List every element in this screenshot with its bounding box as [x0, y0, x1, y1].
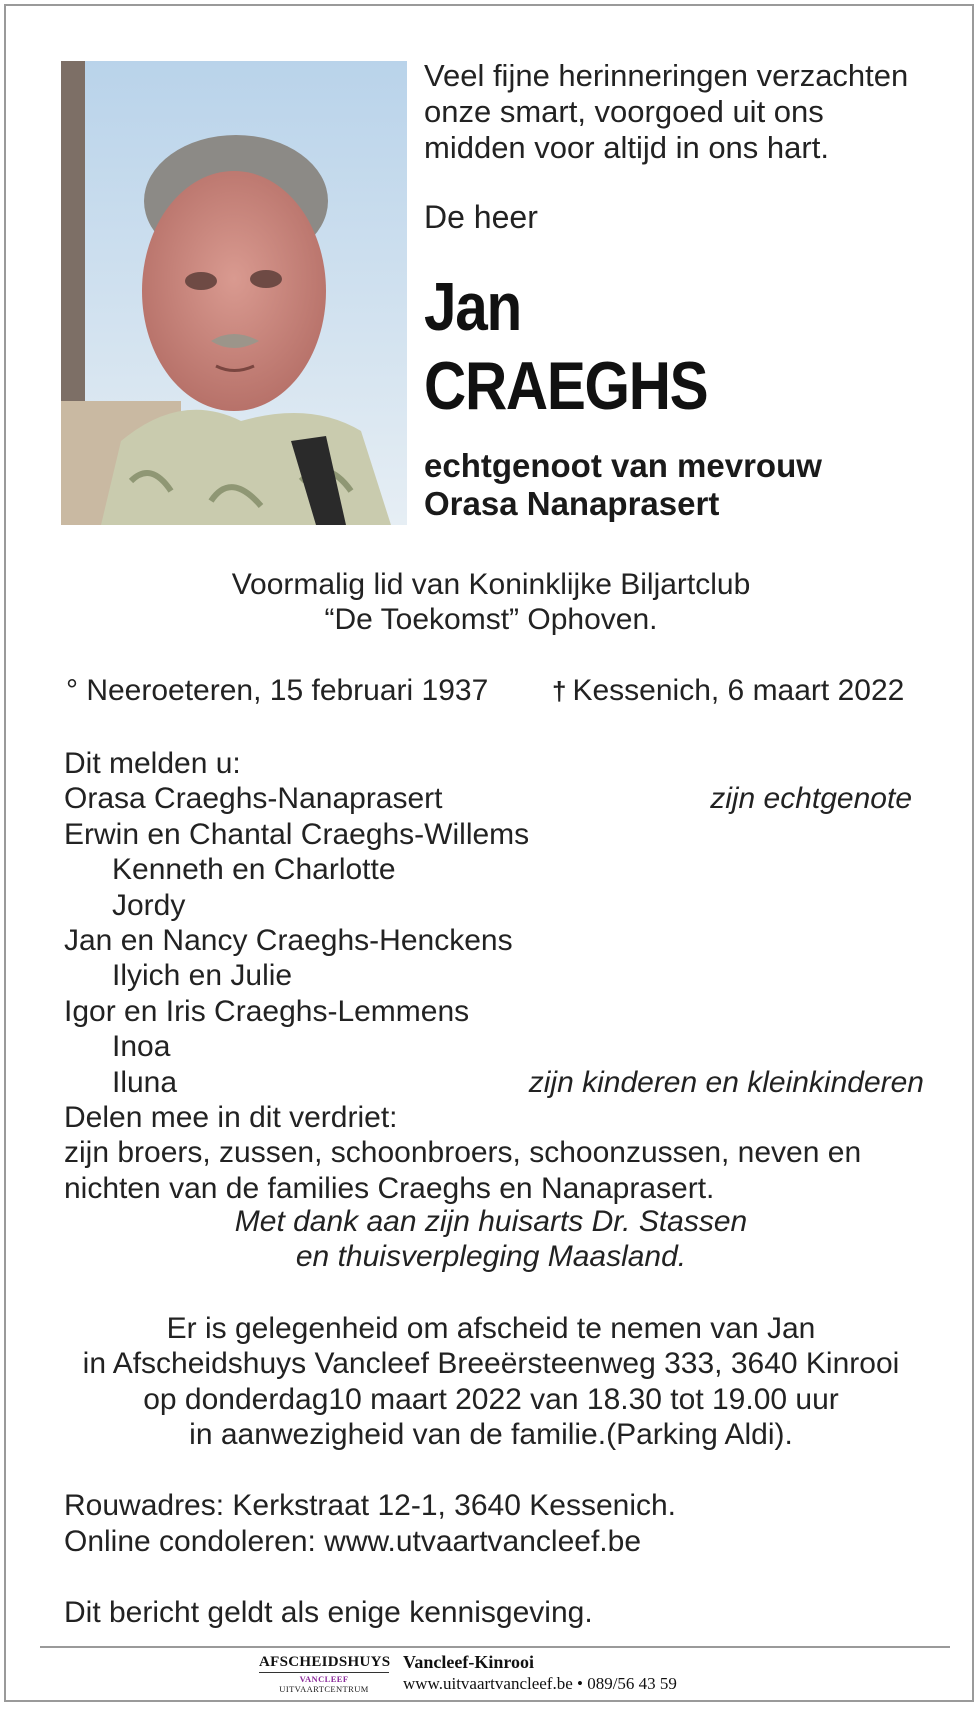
- family-intro: Dit melden u:: [64, 747, 241, 780]
- family-line: [64, 817, 924, 852]
- spouse-line: echtgenoot van mevrouw: [424, 447, 822, 484]
- birth-info: ° Neeroeteren, 15 februari 1937: [66, 674, 489, 707]
- funeral-home-web-phone: www.uitvaartvancleef.be • 089/56 43 59: [403, 1674, 677, 1693]
- family-line: [64, 923, 924, 958]
- family-line: [64, 994, 924, 1029]
- footer-divider: [40, 1646, 950, 1648]
- family-line: [64, 781, 924, 816]
- family-line: [64, 1029, 924, 1064]
- family-relation: zijn kinderen en kleinkinderen: [528, 1065, 924, 1099]
- family-member: Jan en Nancy Craeghs-Henckens: [64, 923, 513, 957]
- family-member: Ilyich en Julie: [112, 959, 293, 993]
- funeral-home-info: [403, 1651, 677, 1695]
- family-announcement: [64, 746, 924, 1206]
- spouse-line: Orasa Nanaprasert: [424, 485, 720, 522]
- poem-line: onze smart, voorgoed uit ons: [424, 94, 824, 129]
- contact-info: [64, 1488, 676, 1560]
- family-member: Erwin en Chantal Craeghs-Willems: [64, 817, 530, 851]
- family-member: Jordy: [112, 888, 186, 922]
- family-line: [64, 958, 924, 993]
- visitation-info: [6, 1311, 974, 1453]
- family-line: [64, 852, 924, 887]
- thanks-line: Met dank aan zijn huisarts Dr. Stassen: [234, 1205, 748, 1238]
- poem-line: Veel fijne herinneringen verzachten: [424, 58, 909, 93]
- family-member: Orasa Craeghs-Nanaprasert: [64, 782, 443, 816]
- logo-sub-brand: VANCLEEF: [299, 1674, 349, 1684]
- acknowledgement: [6, 1204, 974, 1274]
- logo-main-text: AFSCHEIDSHUYS: [259, 1654, 389, 1673]
- funeral-home-logo: [259, 1654, 389, 1694]
- family-line: [64, 888, 924, 923]
- share-text: zijn broers, zussen, schoonbroers, schoonzussen, neven en nichten van de families Craeghs en Nanaprasert.: [64, 1136, 862, 1205]
- notice-text: Dit bericht geldt als enige kennisgeving.: [64, 1596, 593, 1629]
- visitation-line: op donderdag10 maart 2022 van 18.30 tot 19.00 uur: [143, 1382, 839, 1416]
- club-membership: [6, 567, 974, 637]
- family-member: Igor en Iris Craeghs-Lemmens: [64, 994, 470, 1028]
- portrait-photo: [61, 61, 407, 525]
- death-text: Kessenich, 6 maart 2022: [572, 674, 905, 707]
- online-condolence: Online condoleren: www.utvaartvancleef.be: [64, 1525, 642, 1558]
- poem-line: midden voor altijd in ons hart.: [424, 130, 829, 165]
- deceased-first-name: Jan: [424, 269, 521, 345]
- cross-icon: †: [552, 676, 567, 706]
- deceased-last-name: CRAEGHS: [424, 348, 708, 424]
- mourning-address: Rouwadres: Kerkstraat 12-1, 3640 Kessenich.: [64, 1489, 676, 1522]
- thanks-line: en thuisverpleging Maasland.: [295, 1240, 687, 1273]
- family-member: Iluna: [112, 1065, 178, 1099]
- visitation-line: in Afscheidshuys Vancleef Breeërsteenweg 333, 3640 Kinrooi: [82, 1347, 900, 1381]
- obituary-card: [4, 4, 974, 1702]
- visitation-line: Er is gelegenheid om afscheid te nemen van Jan: [166, 1312, 816, 1345]
- family-member: Inoa: [112, 1030, 171, 1064]
- share-intro: Delen mee in dit verdriet:: [64, 1100, 398, 1134]
- family-relation: zijn echtgenote: [710, 782, 912, 816]
- funeral-home-name: Vancleef-Kinrooi: [403, 1652, 534, 1672]
- family-line: [64, 1065, 924, 1100]
- logo-sub-desc: UITVAARTCENTRUM: [279, 1684, 369, 1694]
- spouse-info: [424, 447, 944, 523]
- memorial-poem: [424, 58, 944, 166]
- visitation-line: in aanwezigheid van de familie.(Parking Aldi).: [189, 1418, 793, 1452]
- club-line: Voormalig lid van Koninklijke Biljartclub: [231, 568, 751, 601]
- logo-sub-text: [259, 1674, 389, 1694]
- salutation: De heer: [424, 199, 538, 235]
- death-info: [552, 674, 904, 708]
- family-member: Kenneth en Charlotte: [112, 853, 396, 887]
- club-line: “De Toekomst” Ophoven.: [324, 603, 658, 636]
